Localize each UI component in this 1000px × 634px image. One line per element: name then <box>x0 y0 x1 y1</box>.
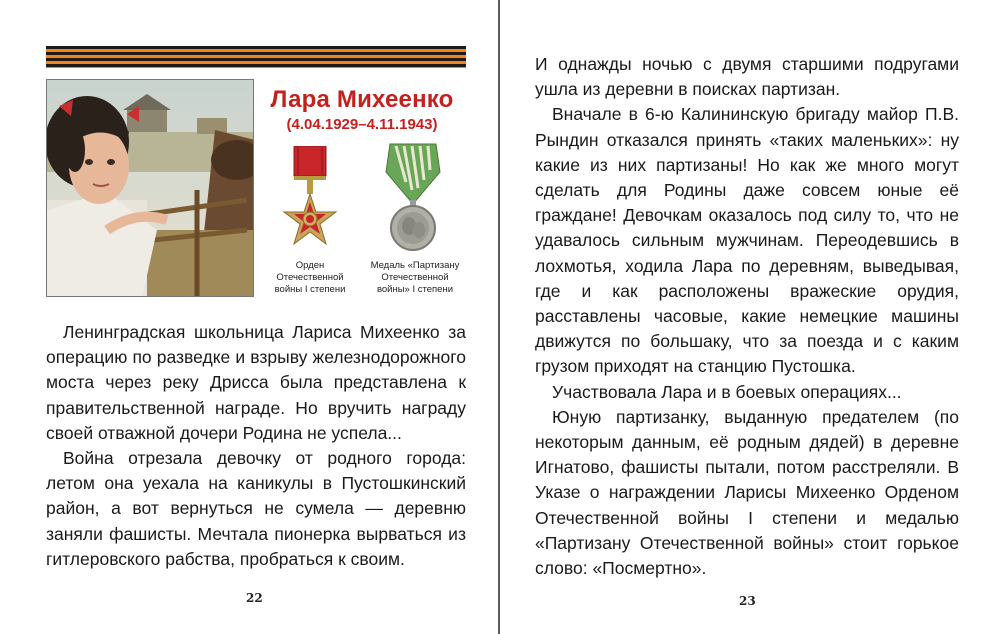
st-george-ribbon <box>46 46 466 68</box>
right-paragraph-2: Вначале в 6-ю Калининскую бригаду майор П.В. Рындин отказался принять «таких маленьких»: ну какие из них партизаны! Но как же много могут сделать для Родины даже совсем юные её граждане! Девочкам оказалось под силу то, что не удавалось сильным мужчинам. Переодевшись в лохмотья, ходила Лара по деревням, выведывая, где и как расположены вражеские орудия, расставлены часовые, какие немецкие машины движутся по большаку, что за поезда и с каким грузом приходят на станцию Пустошка. <box>535 104 959 377</box>
left-paragraph-2: Война отрезала девочку от родного города: летом она уехала на каникулы в Пустошкинский район, а вот вернуться не сумела — деревню заняли фашисты. Мечтала пионерка вырваться из гитлеровского рабства, пробраться к своим. <box>46 448 466 569</box>
award-caption-medal: Медаль «Партизану Отечественной войны» I степени <box>370 260 460 295</box>
left-page <box>0 0 499 634</box>
hero-dates: (4.04.1929–4.11.1943) <box>286 116 438 133</box>
award-caption-order: Орден Отечественной войны I степени <box>274 260 346 295</box>
right-paragraph-1: И однажды ночью с двумя старшими подругами ушла из деревни в поисках партизан. <box>535 54 959 100</box>
right-paragraph-3: Участвовала Лара и в боевых операциях... <box>552 381 902 402</box>
right-page <box>500 0 1000 634</box>
right-paragraph-4: Юную партизанку, выданную предателем (по некоторым данным, её родным дядей) в деревне Игнатово, фашисты пытали, потом расстреляли. В Указе о награждении Ларисы Михеенко Орденом Отечественной войны I степени и медалью «Партизану Отечественной войны» стоит горькое слово: «Посмертно». <box>535 406 959 579</box>
order-patriotic-war-icon <box>282 146 338 252</box>
hero-name: Лара Михеенко <box>270 86 454 113</box>
page-number-left: 22 <box>246 591 263 605</box>
portrait-painting-icon <box>47 80 254 297</box>
page-number-right: 23 <box>739 594 756 608</box>
portrait-image <box>46 79 254 297</box>
partisan-medal-icon <box>378 142 448 254</box>
left-paragraph-1: Ленинградская школьница Лариса Михеенко за операцию по разведке и взрыву железнодорожного моста через реку Дрисса была представлена к правительственной награде. Но вручить награду своей отважной дочери Родина не успела... <box>46 322 466 443</box>
left-body-text <box>46 320 466 572</box>
right-body-text <box>535 52 959 581</box>
